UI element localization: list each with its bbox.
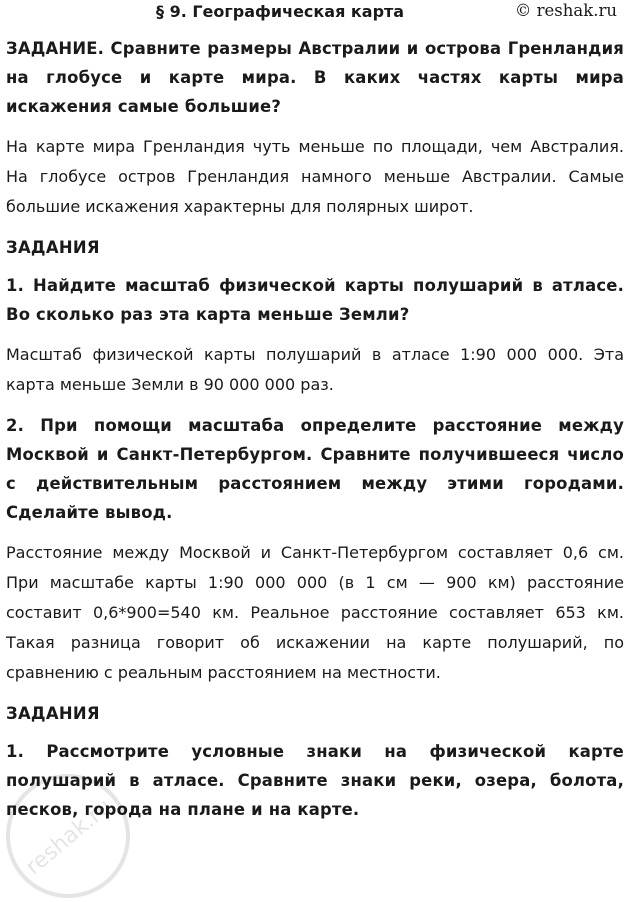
task-1-scale: 1. Найдите масштаб физической карты полушарий в атласе. Во сколько раз эта карта меньше Земли?: [6, 276, 624, 324]
answer-intro: На карте мира Гренландия чуть меньше по площади, чем Австралия. На глобусе остров Гренландия намного меньше Австралии. Самые большие искажения характерны для полярных широт.: [6, 137, 624, 216]
page-header: [0, 0, 627, 26]
task-intro: ЗАДАНИЕ. Сравните размеры Австралии и острова Гренландия на глобусе и карте мира. В каких частях карты мира искажения самые большие?: [6, 39, 624, 116]
page-content: [6, 34, 624, 835]
answer-2-distance: Расстояние между Москвой и Санкт-Петербургом составляет 0,6 см. При масштабе карты 1:90 000 000 (в 1 см — 900 км) расстояние составит 0,6*900=540 км. Реальное расстояние составляет 653 км. Такая разница говорит об искажении на карте полушарий, по сравнению с реальным расстоянием на местности.: [6, 543, 624, 682]
task-3-symbols: 1. Рассмотрите условные знаки на физической карте полушарий в атласе. Сравните знаки реки, озера, болота, песков, города на плане и на карте.: [6, 742, 624, 819]
answer-1-scale: Масштаб физической карты полушарий в атласе 1:90 000 000. Эта карта меньше Земли в 90 000 000 раз.: [6, 345, 624, 394]
section-title: § 9. Географическая карта: [156, 2, 405, 21]
task-2-distance: 2. При помощи масштаба определите расстояние между Москвой и Санкт-Петербургом. Сравните получившееся число с действительным расстоянием между этими городами. Сделайте вывод.: [6, 416, 624, 522]
watermark-text: reshak.ru: [21, 794, 117, 881]
section-heading-2: ЗАДАНИЯ: [6, 704, 100, 723]
section-heading-1: ЗАДАНИЯ: [6, 238, 100, 257]
source-label: © reshak.ru: [514, 1, 617, 20]
